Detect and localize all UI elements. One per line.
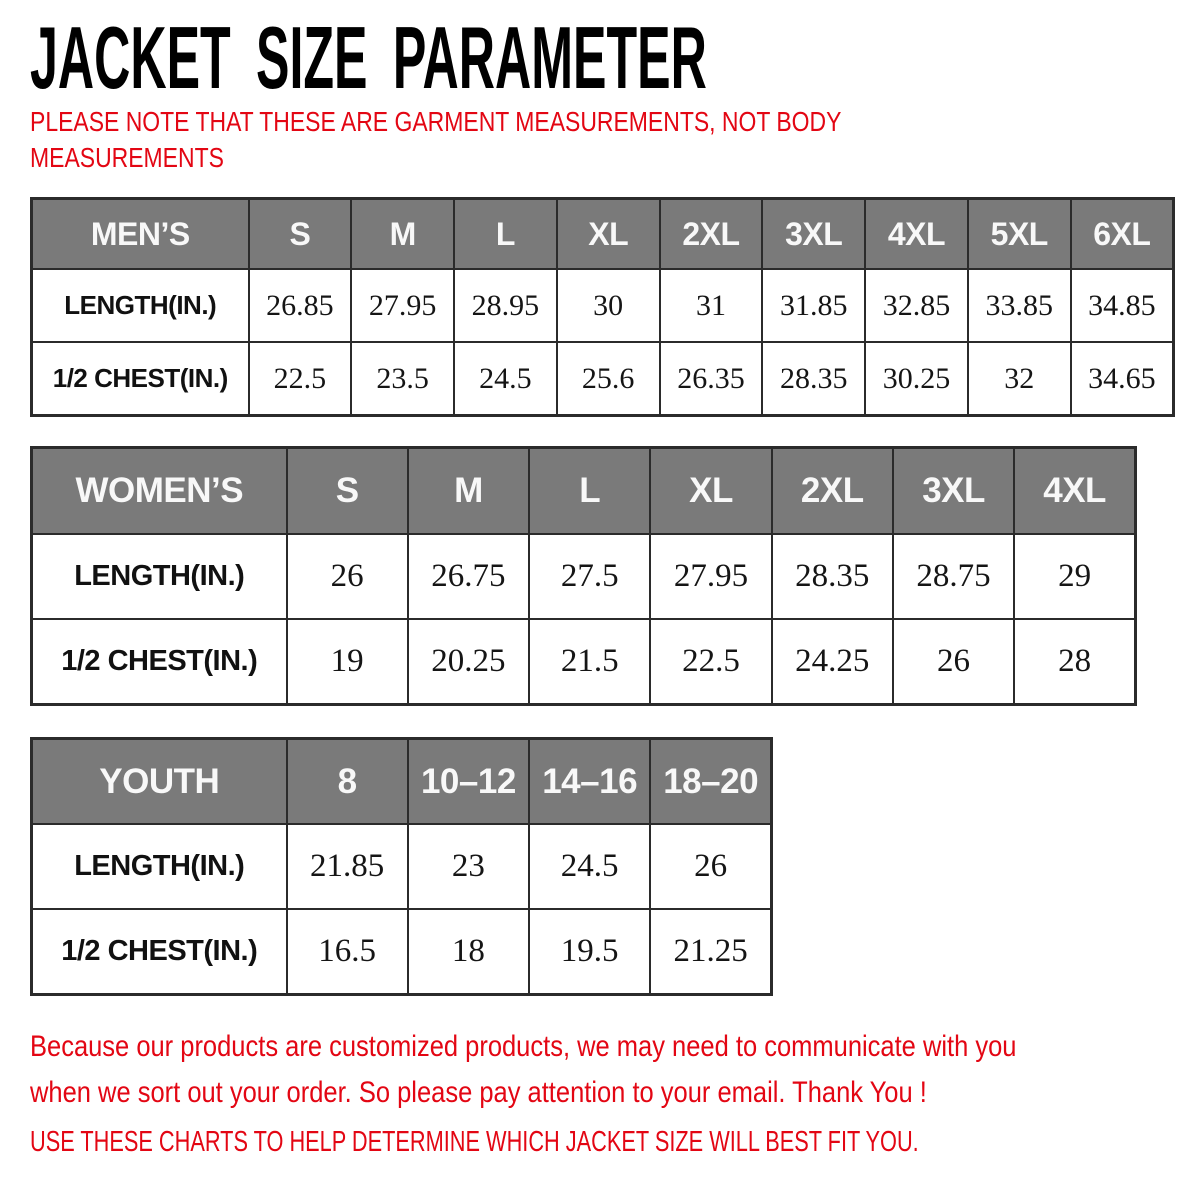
- womens-measurement-value: 21.5: [529, 619, 650, 705]
- womens-measurement-value: 27.95: [650, 534, 771, 619]
- womens-measurement-value: 28: [1014, 619, 1135, 705]
- mens-measurement-value: 23.5: [351, 342, 454, 416]
- womens-measurement-value: 22.5: [650, 619, 771, 705]
- womens-row-label: 1/2 CHEST(IN.): [32, 619, 287, 705]
- mens-measurement-value: 32.85: [865, 269, 968, 342]
- mens-measurement-value: 32: [968, 342, 1071, 416]
- mens-measurement-row: [32, 342, 1174, 416]
- youth-measurement-value: 21.85: [287, 824, 408, 909]
- youth-size-table: [30, 737, 773, 996]
- youth-size-header: 10–12: [408, 739, 529, 825]
- mens-size-header: 5XL: [968, 199, 1071, 270]
- youth-size-header: 18–20: [650, 739, 771, 825]
- womens-table-title: WOMEN’S: [32, 448, 287, 535]
- womens-size-header: S: [287, 448, 408, 535]
- youth-measurement-value: 26: [650, 824, 771, 909]
- youth-size-header: 8: [287, 739, 408, 825]
- mens-table-title: MEN’S: [32, 199, 249, 270]
- youth-measurement-value: 16.5: [287, 909, 408, 995]
- mens-size-header: 4XL: [865, 199, 968, 270]
- mens-size-header: S: [249, 199, 352, 270]
- youth-table-section: [30, 737, 773, 996]
- custom-order-notice-line-2: when we sort out your order. So please pay attention to your email. Thank You !: [30, 1076, 927, 1109]
- note-line-1: PLEASE NOTE THAT THESE ARE GARMENT MEASUREMENTS, NOT BODY: [30, 106, 842, 137]
- custom-order-notice-line-1: Because our products are customized products, we may need to communicate with you: [30, 1030, 1017, 1063]
- youth-measurement-value: 18: [408, 909, 529, 995]
- youth-table-title: YOUTH: [32, 739, 287, 825]
- womens-size-header: 2XL: [772, 448, 893, 535]
- womens-header-row: [32, 448, 1136, 535]
- womens-measurement-value: 19: [287, 619, 408, 705]
- mens-size-header: 6XL: [1071, 199, 1174, 270]
- mens-size-header: 2XL: [660, 199, 763, 270]
- mens-measurement-value: 31.85: [762, 269, 865, 342]
- custom-order-notice: [30, 1024, 1017, 1116]
- youth-measurement-row: [32, 824, 772, 909]
- mens-row-label: LENGTH(IN.): [32, 269, 249, 342]
- womens-row-label: LENGTH(IN.): [32, 534, 287, 619]
- mens-measurement-value: 31: [660, 269, 763, 342]
- womens-measurement-row: [32, 534, 1136, 619]
- mens-header-row: [32, 199, 1174, 270]
- womens-size-header: XL: [650, 448, 771, 535]
- youth-measurement-value: 21.25: [650, 909, 771, 995]
- youth-measurement-value: 23: [408, 824, 529, 909]
- womens-measurement-value: 28.75: [893, 534, 1014, 619]
- note-line-2: MEASUREMENTS: [30, 142, 224, 173]
- womens-size-header: L: [529, 448, 650, 535]
- womens-measurement-value: 24.25: [772, 619, 893, 705]
- youth-measurement-row: [32, 909, 772, 995]
- youth-row-label: 1/2 CHEST(IN.): [32, 909, 287, 995]
- mens-measurement-value: 22.5: [249, 342, 352, 416]
- mens-size-header: 3XL: [762, 199, 865, 270]
- mens-row-label: 1/2 CHEST(IN.): [32, 342, 249, 416]
- mens-size-table: [30, 197, 1175, 417]
- womens-size-header: 4XL: [1014, 448, 1135, 535]
- youth-measurement-value: 19.5: [529, 909, 650, 995]
- youth-measurement-value: 24.5: [529, 824, 650, 909]
- womens-table-section: [30, 446, 1137, 706]
- youth-header-row: [32, 739, 772, 825]
- womens-measurement-value: 29: [1014, 534, 1135, 619]
- womens-measurement-value: 27.5: [529, 534, 650, 619]
- mens-table-section: [30, 197, 1175, 417]
- mens-measurement-value: 24.5: [454, 342, 557, 416]
- garment-measurement-note: [30, 104, 841, 176]
- mens-size-header: M: [351, 199, 454, 270]
- mens-measurement-row: [32, 269, 1174, 342]
- mens-measurement-value: 25.6: [557, 342, 660, 416]
- womens-measurement-value: 26: [893, 619, 1014, 705]
- womens-measurement-value: 26.75: [408, 534, 529, 619]
- womens-measurement-row: [32, 619, 1136, 705]
- youth-size-header: 14–16: [529, 739, 650, 825]
- mens-size-header: L: [454, 199, 557, 270]
- mens-measurement-value: 26.85: [249, 269, 352, 342]
- mens-measurement-value: 34.85: [1071, 269, 1174, 342]
- mens-measurement-value: 26.35: [660, 342, 763, 416]
- mens-measurement-value: 28.95: [454, 269, 557, 342]
- mens-measurement-value: 34.65: [1071, 342, 1174, 416]
- fit-recommendation-note: USE THESE CHARTS TO HELP DETERMINE WHICH JACKET SIZE WILL BEST FIT YOU.: [30, 1126, 919, 1158]
- womens-measurement-value: 28.35: [772, 534, 893, 619]
- youth-row-label: LENGTH(IN.): [32, 824, 287, 909]
- womens-size-table: [30, 446, 1137, 706]
- page-title: JACKET SIZE PARAMETER: [30, 8, 707, 107]
- mens-size-header: XL: [557, 199, 660, 270]
- mens-measurement-value: 30: [557, 269, 660, 342]
- mens-measurement-value: 33.85: [968, 269, 1071, 342]
- womens-size-header: 3XL: [893, 448, 1014, 535]
- mens-measurement-value: 27.95: [351, 269, 454, 342]
- womens-measurement-value: 26: [287, 534, 408, 619]
- mens-measurement-value: 28.35: [762, 342, 865, 416]
- womens-size-header: M: [408, 448, 529, 535]
- mens-measurement-value: 30.25: [865, 342, 968, 416]
- womens-measurement-value: 20.25: [408, 619, 529, 705]
